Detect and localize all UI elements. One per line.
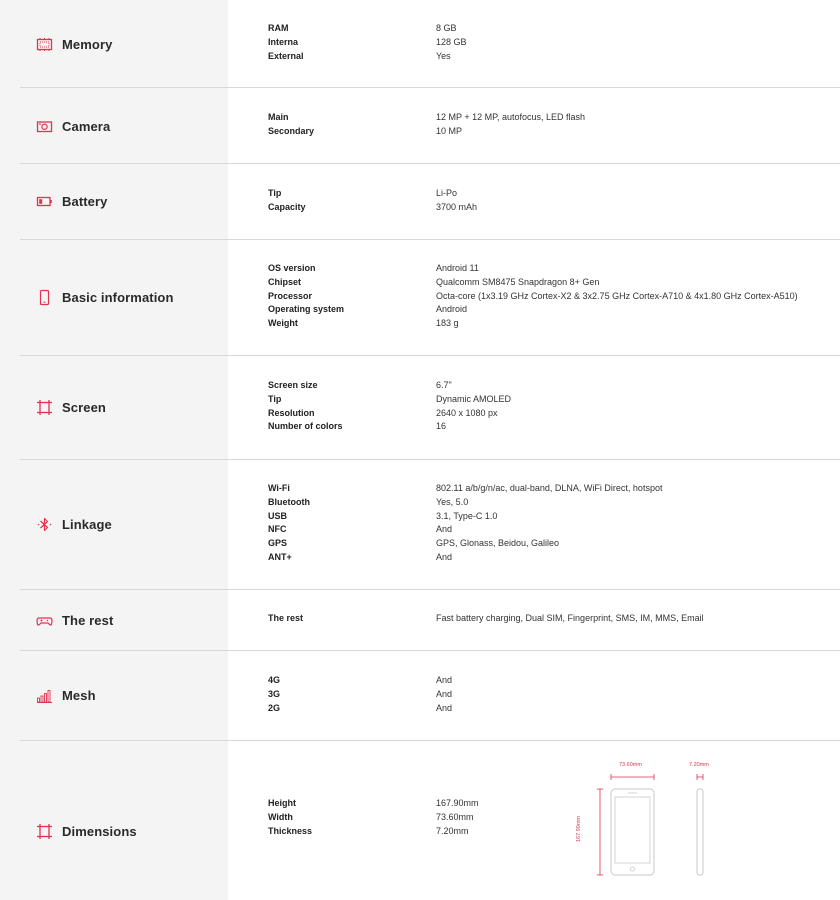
category-label: Mesh [62, 687, 96, 703]
spec-value: Android 11 [436, 263, 479, 273]
spec-key: Processor [268, 290, 313, 301]
category-mesh [36, 685, 96, 705]
spec-value: 167.90mm [436, 798, 479, 808]
spec-key: USB [268, 510, 288, 521]
spec-value: And [436, 688, 453, 699]
spec-value: 3.1, Type-C 1.0 [436, 510, 498, 521]
spec-key: NFC [268, 524, 287, 535]
spec-key: Bluetooth [268, 496, 310, 507]
screen-frame-icon [36, 399, 53, 416]
category-label: Dimensions [62, 823, 137, 839]
spec-key: 3G [268, 688, 281, 699]
width-dimension-label: 73.60mm [619, 762, 642, 768]
spec-value: 183 g [436, 318, 459, 329]
section-basic-information [0, 240, 840, 356]
category-label: Memory [62, 36, 113, 52]
category-basic-information [36, 287, 174, 307]
spec-key: Resolution [268, 407, 315, 418]
section-screen [0, 356, 840, 460]
spec-value: And [436, 675, 453, 685]
category-the-rest [36, 610, 113, 630]
spec-value: 802.11 a/b/g/n/ac, dual-band, DLNA, WiFi Direct, hotspot [436, 483, 663, 493]
signal-icon [36, 687, 53, 704]
section-memory [0, 0, 840, 88]
section-battery [0, 164, 840, 240]
bluetooth-icon [36, 516, 53, 533]
spec-key: Tip [268, 188, 282, 198]
spec-key: Capacity [268, 201, 306, 212]
spec-value: Android [436, 304, 468, 315]
camera-icon [36, 118, 53, 135]
dimensions-frame-icon [36, 823, 53, 840]
spec-value: And [436, 524, 453, 535]
spec-value: And [436, 551, 453, 562]
spec-key: Height [268, 798, 296, 808]
spec-key: Width [268, 811, 293, 822]
spec-key: OS version [268, 263, 316, 273]
spec-key: Operating system [268, 304, 345, 315]
category-camera [36, 116, 110, 136]
phone-dimension-diagram [576, 758, 730, 883]
spec-value: And [436, 702, 453, 713]
section-mesh [0, 651, 840, 741]
spec-key: Wi-Fi [268, 483, 290, 493]
spec-key: Secondary [268, 125, 315, 136]
category-screen [36, 397, 106, 417]
spec-value: Dynamic AMOLED [436, 393, 512, 404]
spec-value: GPS, Glonass, Beidou, Galileo [436, 538, 560, 549]
category-battery [36, 191, 108, 211]
spec-value: 7.20mm [436, 825, 469, 836]
memory-chip-icon [36, 36, 53, 53]
spec-key: The rest [268, 613, 304, 623]
spec-key: Number of colors [268, 421, 343, 432]
spec-value: Fast battery charging, Dual SIM, Fingerprint, SMS, IM, MMS, Email [436, 613, 704, 623]
battery-icon [36, 193, 53, 210]
spec-key: ANT+ [268, 551, 292, 562]
spec-value: 16 [436, 421, 447, 432]
spec-key: Thickness [268, 825, 313, 836]
category-label: Screen [62, 399, 106, 415]
spec-key: Tip [268, 393, 282, 404]
spec-key: Chipset [268, 276, 302, 287]
spec-value: Octa-core (1x3.19 GHz Cortex-X2 & 3x2.75 GHz Cortex-A710 & 4x1.80 GHz Cortex-A510) [436, 290, 798, 301]
spec-key: 2G [268, 702, 281, 713]
spec-key: 4G [268, 675, 281, 685]
spec-value: 8 GB [436, 23, 457, 33]
spec-key: Interna [268, 36, 299, 47]
section-camera [0, 88, 840, 164]
category-label: Camera [62, 118, 111, 134]
spec-value: 128 GB [436, 36, 467, 47]
spec-key: Screen size [268, 380, 318, 390]
category-label: Basic information [62, 289, 174, 305]
section-the-rest [0, 590, 840, 651]
category-label: Linkage [62, 516, 112, 532]
spec-key: Weight [268, 318, 298, 329]
category-linkage [36, 514, 112, 534]
gamepad-icon [36, 612, 53, 629]
section-linkage [0, 460, 840, 590]
spec-value: 12 MP + 12 MP, autofocus, LED flash [436, 112, 586, 122]
spec-value: Li-Po [436, 188, 458, 198]
category-dimensions [36, 821, 137, 841]
spec-value: 73.60mm [436, 811, 474, 822]
spec-value: 2640 x 1080 px [436, 407, 498, 418]
category-memory [36, 34, 112, 54]
spec-key: External [268, 50, 304, 61]
spec-value: Qualcomm SM8475 Snapdragon 8+ Gen [436, 276, 600, 287]
spec-value: 6.7" [436, 380, 452, 390]
category-label: Battery [62, 193, 108, 209]
phone-outline-drawing [580, 758, 730, 883]
spec-key: RAM [268, 23, 289, 33]
phone-icon [36, 289, 53, 306]
spec-value: 10 MP [436, 125, 463, 136]
category-label: The rest [62, 612, 114, 628]
spec-value: 3700 mAh [436, 201, 478, 212]
thickness-dimension-label: 7.20mm [689, 762, 709, 768]
spec-value: Yes [436, 50, 451, 61]
spec-value: Yes, 5.0 [436, 496, 469, 507]
spec-key: GPS [268, 538, 288, 549]
height-dimension-label: 167.90mm [576, 816, 582, 842]
spec-key: Main [268, 112, 289, 122]
